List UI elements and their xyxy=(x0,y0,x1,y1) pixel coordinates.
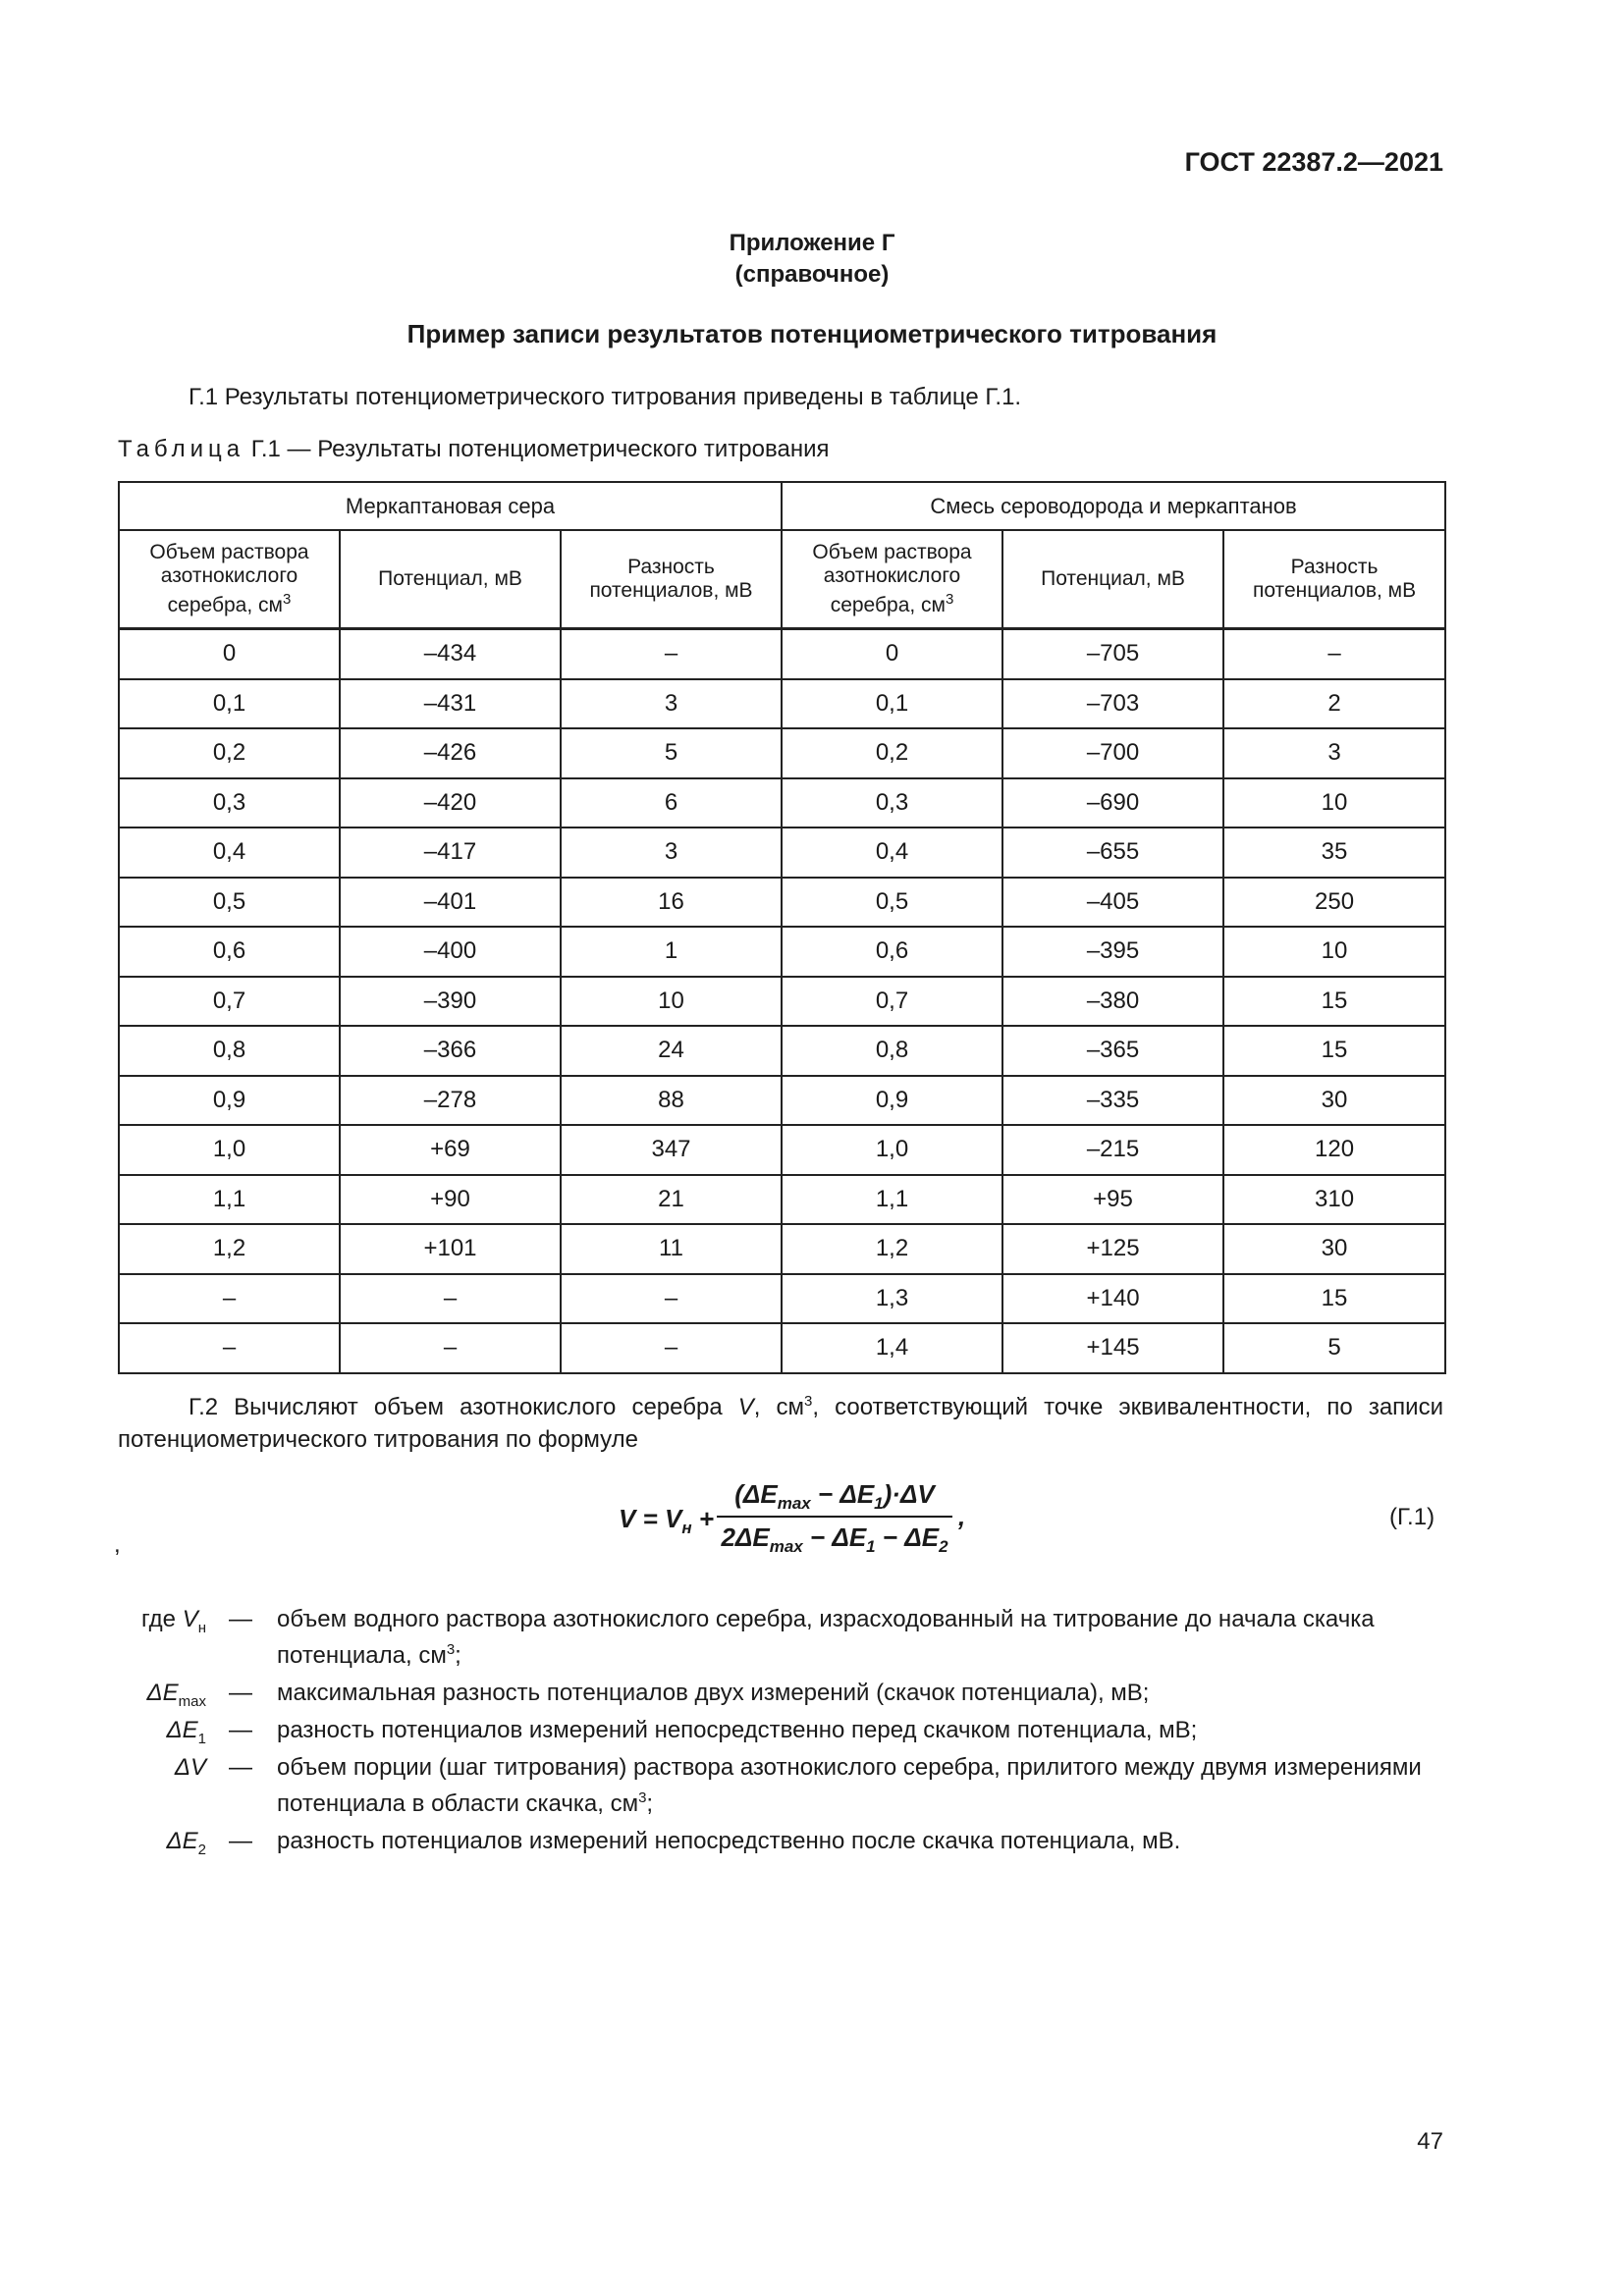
table-caption-text: Г.1 — Результаты потенциометрического титрования xyxy=(244,436,830,462)
formula-denominator xyxy=(717,1518,952,1557)
table-cell: +125 xyxy=(1002,1224,1223,1274)
legend-symbol xyxy=(118,1715,206,1754)
col-header-volume-sup: 3 xyxy=(945,591,954,608)
paragraph-g1: Г.1 Результаты потенциометрического титрования приведены в таблице Г.1. xyxy=(189,384,1022,410)
table-cell: – xyxy=(340,1274,561,1324)
table-cell: 0,7 xyxy=(119,977,340,1027)
legend-symbol-sub: 1 xyxy=(197,1730,206,1747)
table-cell: 5 xyxy=(1223,1323,1445,1373)
table-cell: –690 xyxy=(1002,778,1223,828)
table-cell: 0,6 xyxy=(782,927,1002,977)
table-cell: –431 xyxy=(340,679,561,729)
legend-item xyxy=(118,1715,1444,1745)
formula-den-sub2: 1 xyxy=(866,1537,876,1557)
formula-num-a: (ΔE xyxy=(734,1479,778,1509)
section-title: Пример записи результатов потенциометрического титрования xyxy=(406,319,1218,348)
legend-symbol-text: ΔE xyxy=(146,1680,179,1706)
table-cell: – xyxy=(561,1274,782,1324)
legend-item xyxy=(118,1604,1444,1671)
table-cell: 250 xyxy=(1223,878,1445,928)
table-cell: –705 xyxy=(1002,629,1223,679)
table-cell: –215 xyxy=(1002,1125,1223,1175)
formula-lhs-sub: н xyxy=(681,1519,692,1538)
table-cell: +101 xyxy=(340,1224,561,1274)
page-number: 47 xyxy=(1417,2128,1443,2155)
legend-definition-text: разность потенциалов измерений непосредственно перед скачком потенциала, мВ; xyxy=(277,1717,1198,1743)
table-cell: 24 xyxy=(561,1026,782,1076)
col-header-volume-text: Объем раствора азотнокислого серебра, см xyxy=(812,541,972,616)
table-row xyxy=(119,1224,1445,1274)
table-cell: 0,6 xyxy=(119,927,340,977)
table-cell: 0,4 xyxy=(782,828,1002,878)
col-header-volume xyxy=(782,530,1002,629)
legend-definition xyxy=(277,1826,1444,1856)
paragraph-g2-part2: , см xyxy=(753,1394,805,1420)
formula-legend xyxy=(118,1604,1444,1863)
table-cell: +69 xyxy=(340,1125,561,1175)
formula-lhs-text: V = V xyxy=(619,1504,682,1533)
legend-definition-text: объем водного раствора азотнокислого серебра, израсходованный на титрование до начала скачка потенциала, см xyxy=(277,1606,1375,1669)
legend-definition-text: максимальная разность потенциалов двух измерений (скачок потенциала), мВ; xyxy=(277,1680,1150,1706)
table-cell: – xyxy=(561,629,782,679)
legend-dash: — xyxy=(229,1754,252,1781)
formula-num-sub2: 1 xyxy=(874,1494,884,1514)
table-cell: 0,2 xyxy=(782,728,1002,778)
table-cell: 2 xyxy=(1223,679,1445,729)
paragraph-g2-var: V xyxy=(737,1394,754,1420)
table-cell: –395 xyxy=(1002,927,1223,977)
table-cell: 1,2 xyxy=(782,1224,1002,1274)
legend-symbol xyxy=(118,1752,206,1783)
formula-num-sub1: max xyxy=(777,1494,811,1514)
table-cell: –278 xyxy=(340,1076,561,1126)
table-cell: 15 xyxy=(1223,977,1445,1027)
table-cell: 0,1 xyxy=(782,679,1002,729)
appendix-title: Приложение Г xyxy=(729,230,895,256)
legend-symbol-text: ΔV xyxy=(174,1754,206,1781)
legend-symbol xyxy=(118,1604,206,1643)
table-cell: 10 xyxy=(561,977,782,1027)
formula-den-c: − ΔE xyxy=(875,1522,940,1552)
table-cell: +145 xyxy=(1002,1323,1223,1373)
table-cell: +95 xyxy=(1002,1175,1223,1225)
table-cell: 0,8 xyxy=(782,1026,1002,1076)
formula-num-c: )·ΔV xyxy=(883,1479,935,1509)
paragraph-g2-part1: Г.2 Вычисляют объем азотнокислого серебра xyxy=(189,1394,738,1420)
paragraph-g2-part3: , соответствующий точке эквивалентности, по записи потенциометрического титрования по формуле xyxy=(118,1394,1443,1453)
equation-number: (Г.1) xyxy=(1389,1504,1435,1530)
col-header-potential: Потенциал, мВ xyxy=(340,530,561,629)
results-table xyxy=(118,481,1446,1374)
table-row xyxy=(119,629,1445,679)
col-header-potential: Потенциал, мВ xyxy=(1002,530,1223,629)
legend-item xyxy=(118,1752,1444,1819)
legend-dash: — xyxy=(229,1828,252,1854)
formula-fraction xyxy=(717,1472,952,1557)
table-cell: 1,0 xyxy=(782,1125,1002,1175)
table-cell: 1,4 xyxy=(782,1323,1002,1373)
legend-dash: — xyxy=(229,1680,252,1706)
table-cell: 10 xyxy=(1223,927,1445,977)
table-cell: 5 xyxy=(561,728,782,778)
legend-definition-sup: 3 xyxy=(446,1641,456,1658)
table-body xyxy=(119,629,1445,1373)
appendix-subtitle: (справочное) xyxy=(734,261,890,288)
formula-den-a: 2ΔE xyxy=(721,1522,770,1552)
legend-item xyxy=(118,1678,1444,1708)
table-cell: 3 xyxy=(561,828,782,878)
table-cell: –405 xyxy=(1002,878,1223,928)
table-cell: 30 xyxy=(1223,1076,1445,1126)
paragraph-g2-sup: 3 xyxy=(804,1393,813,1410)
stray-comma: , xyxy=(114,1531,121,1558)
formula-lhs: $V = V_н$ + xyxy=(619,1504,715,1538)
table-cell: –400 xyxy=(340,927,561,977)
table-row xyxy=(119,778,1445,828)
legend-symbol-text: ΔE xyxy=(166,1828,198,1854)
table-cell: – xyxy=(561,1323,782,1373)
legend-symbol-sub: 2 xyxy=(197,1841,206,1858)
group-header-mixture: Смесь сероводорода и меркаптанов xyxy=(782,482,1445,530)
table-cell: –417 xyxy=(340,828,561,878)
legend-symbol-text: ΔE xyxy=(166,1717,198,1743)
formula-den-b: − ΔE xyxy=(802,1522,867,1552)
legend-definition xyxy=(277,1678,1444,1708)
table-cell: 1,1 xyxy=(119,1175,340,1225)
table-cell: 11 xyxy=(561,1224,782,1274)
table-cell: – xyxy=(119,1274,340,1324)
table-cell: 347 xyxy=(561,1125,782,1175)
table-row xyxy=(119,1175,1445,1225)
legend-definition-tail: ; xyxy=(455,1642,461,1669)
legend-definition-text: разность потенциалов измерений непосредственно после скачка потенциала, мВ. xyxy=(277,1828,1181,1854)
formula-num-b: − ΔE xyxy=(810,1479,875,1509)
table-row xyxy=(119,1274,1445,1324)
table-cell: –703 xyxy=(1002,679,1223,729)
table-row xyxy=(119,728,1445,778)
appendix-heading xyxy=(0,228,1624,291)
table-cell: 16 xyxy=(561,878,782,928)
table-cell: 6 xyxy=(561,778,782,828)
table-cell: – xyxy=(340,1323,561,1373)
col-header-volume-sup: 3 xyxy=(282,591,292,608)
legend-definition-sup: 3 xyxy=(638,1789,647,1806)
table-cell: –434 xyxy=(340,629,561,679)
col-header-volume-text: Объем раствора азотнокислого серебра, см xyxy=(149,541,309,616)
table-cell: 1,2 xyxy=(119,1224,340,1274)
table-cell: –700 xyxy=(1002,728,1223,778)
table-cell: –655 xyxy=(1002,828,1223,878)
legend-definition-tail: ; xyxy=(646,1790,654,1817)
group-header-mercaptan-sulfur: Меркаптановая сера xyxy=(119,482,782,530)
table-cell: 35 xyxy=(1223,828,1445,878)
table-cell: –401 xyxy=(340,878,561,928)
legend-item xyxy=(118,1826,1444,1856)
table-cell: 88 xyxy=(561,1076,782,1126)
table-row xyxy=(119,878,1445,928)
table-cell: 0 xyxy=(119,629,340,679)
table-cell: –390 xyxy=(340,977,561,1027)
table-cell: 15 xyxy=(1223,1026,1445,1076)
table-row xyxy=(119,679,1445,729)
table-cell: 0,9 xyxy=(119,1076,340,1126)
table-cell: 0,5 xyxy=(782,878,1002,928)
table-cell: 0,5 xyxy=(119,878,340,928)
table-row xyxy=(119,1076,1445,1126)
col-header-volume xyxy=(119,530,340,629)
table-cell: 10 xyxy=(1223,778,1445,828)
table-cell: 1,0 xyxy=(119,1125,340,1175)
legend-symbol xyxy=(118,1826,206,1865)
table-cell: 0,9 xyxy=(782,1076,1002,1126)
table-cell: –426 xyxy=(340,728,561,778)
formula-den-sub1: max xyxy=(769,1537,803,1557)
legend-symbol-sub: н xyxy=(197,1619,206,1636)
table-cell: – xyxy=(1223,629,1445,679)
table-cell: 3 xyxy=(561,679,782,729)
table-cell: 0 xyxy=(782,629,1002,679)
table-cell: – xyxy=(119,1323,340,1373)
table-row xyxy=(119,927,1445,977)
table-row xyxy=(119,1125,1445,1175)
table-cell: 0,7 xyxy=(782,977,1002,1027)
col-header-difference: Разность потенциалов, мВ xyxy=(1223,530,1445,629)
table-cell: 0,1 xyxy=(119,679,340,729)
legend-symbol xyxy=(118,1678,206,1717)
legend-definition xyxy=(277,1752,1444,1819)
table-cell: +140 xyxy=(1002,1274,1223,1324)
table-row xyxy=(119,1026,1445,1076)
table-cell: 30 xyxy=(1223,1224,1445,1274)
table-cell: 15 xyxy=(1223,1274,1445,1324)
table-cell: 0,3 xyxy=(119,778,340,828)
table-cell: +90 xyxy=(340,1175,561,1225)
legend-dash: — xyxy=(229,1717,252,1743)
table-cell: 1,1 xyxy=(782,1175,1002,1225)
table-cell: –365 xyxy=(1002,1026,1223,1076)
legend-symbol-sub: max xyxy=(178,1692,206,1710)
legend-symbol-text: где V xyxy=(140,1606,198,1632)
col-header-difference: Разность потенциалов, мВ xyxy=(561,530,782,629)
table-cell: 1 xyxy=(561,927,782,977)
table-cell: –366 xyxy=(340,1026,561,1076)
table-row xyxy=(119,977,1445,1027)
table-cell: 0,2 xyxy=(119,728,340,778)
table-cell: –335 xyxy=(1002,1076,1223,1126)
table-cell: –380 xyxy=(1002,977,1223,1027)
table-cell: 0,4 xyxy=(119,828,340,878)
table-cell: 1,3 xyxy=(782,1274,1002,1324)
legend-definition xyxy=(277,1604,1444,1671)
table-row xyxy=(119,1323,1445,1373)
legend-definition-text: объем порции (шаг титрования) раствора азотнокислого серебра, прилитого между двумя измерениями потенциала в области скачка, см xyxy=(277,1754,1422,1817)
table-caption-word: Таблица xyxy=(118,436,245,462)
table-cell: 0,8 xyxy=(119,1026,340,1076)
table-cell: 310 xyxy=(1223,1175,1445,1225)
table-row xyxy=(119,828,1445,878)
table-cell: 120 xyxy=(1223,1125,1445,1175)
formula-den-sub3: 2 xyxy=(939,1537,948,1557)
formula-comma: , xyxy=(958,1502,966,1531)
legend-dash: — xyxy=(229,1606,252,1632)
table-cell: 0,3 xyxy=(782,778,1002,828)
paragraph-g2 xyxy=(118,1385,1443,1456)
table-cell: –420 xyxy=(340,778,561,828)
formula-g1 xyxy=(619,1472,966,1571)
table-cell: 21 xyxy=(561,1175,782,1225)
table-caption xyxy=(118,436,829,463)
formula-numerator xyxy=(717,1472,952,1518)
legend-definition xyxy=(277,1715,1444,1745)
table-cell: 3 xyxy=(1223,728,1445,778)
document-code: ГОСТ 22387.2—2021 xyxy=(1184,147,1443,177)
